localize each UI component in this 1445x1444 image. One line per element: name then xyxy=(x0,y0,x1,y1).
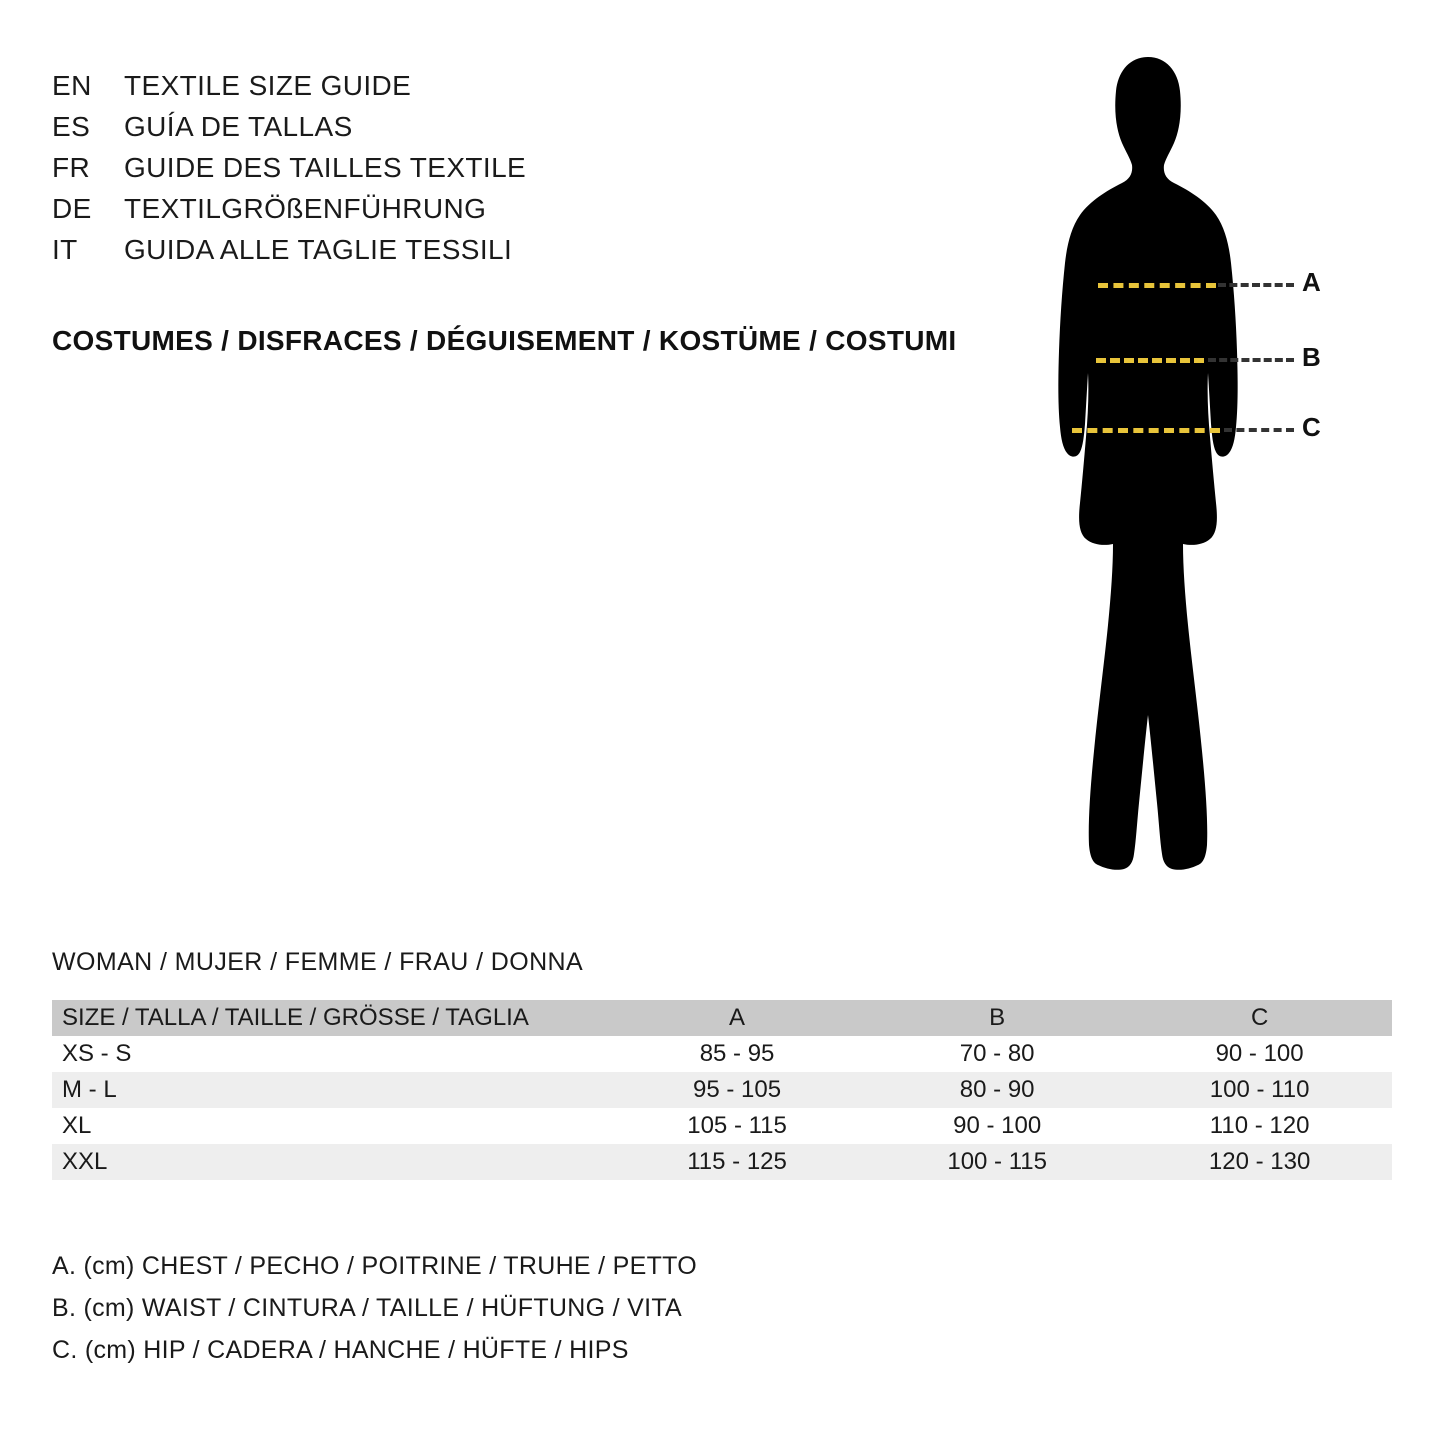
cell-size: XL xyxy=(62,1112,92,1139)
language-text: TEXTILGRÖßENFÜHRUNG xyxy=(124,193,487,224)
language-row-en xyxy=(52,70,1012,111)
language-text: GUIDA ALLE TAGLIE TESSILI xyxy=(124,234,513,265)
table-row xyxy=(52,1144,1392,1180)
table-header-a: A xyxy=(729,1004,746,1031)
legend-row-a: A. (cm) CHEST / PECHO / POITRINE / TRUHE / PETTO xyxy=(52,1252,698,1280)
language-text: GUIDE DES TAILLES TEXTILE xyxy=(124,152,527,183)
legend xyxy=(52,1245,1152,1371)
cell-a: 95 - 105 xyxy=(693,1076,782,1103)
cell-size: XXL xyxy=(62,1148,108,1175)
language-row-de xyxy=(52,193,1012,234)
cell-b: 70 - 80 xyxy=(959,1040,1035,1067)
table-header-row xyxy=(52,1000,1392,1036)
cell-c: 100 - 110 xyxy=(1209,1076,1310,1103)
measure-label-b: B xyxy=(1302,342,1321,372)
language-row-fr xyxy=(52,152,1012,193)
figure-area xyxy=(1000,55,1400,895)
cell-a: 115 - 125 xyxy=(687,1148,787,1175)
cell-c: 120 - 130 xyxy=(1208,1148,1311,1175)
cell-size: XS - S xyxy=(62,1040,132,1067)
table-row xyxy=(52,1072,1392,1108)
language-row-it xyxy=(52,234,1012,275)
measure-label-a: A xyxy=(1302,267,1321,297)
measure-label-c: C xyxy=(1302,412,1321,442)
language-code: ES xyxy=(52,111,91,142)
language-text: TEXTILE SIZE GUIDE xyxy=(124,70,412,101)
legend-row-c: C. (cm) HIP / CADERA / HANCHE / HÜFTE / HIPS xyxy=(52,1336,629,1364)
cell-b: 100 - 115 xyxy=(947,1148,1047,1175)
cell-b: 90 - 100 xyxy=(953,1112,1042,1139)
table-row xyxy=(52,1108,1392,1144)
legend-row-b: B. (cm) WAIST / CINTURA / TAILLE / HÜFTUNG / VITA xyxy=(52,1294,683,1322)
measure-lead-a xyxy=(1218,283,1294,287)
table-header-b: B xyxy=(989,1004,1006,1031)
measure-line-a xyxy=(1098,283,1216,288)
measure-line-c xyxy=(1072,428,1220,433)
language-code: DE xyxy=(52,193,92,224)
language-list xyxy=(52,70,1012,275)
table-title: WOMAN / MUJER / FEMME / FRAU / DONNA xyxy=(52,948,584,976)
cell-c: 110 - 120 xyxy=(1209,1112,1310,1139)
subtitle: COSTUMES / DISFRACES / DÉGUISEMENT / KOSTÜME / COSTUMI xyxy=(52,325,957,356)
cell-b: 80 - 90 xyxy=(959,1076,1035,1103)
cell-c: 90 - 100 xyxy=(1215,1040,1304,1067)
measure-lead-b xyxy=(1208,358,1294,362)
cell-a: 85 - 95 xyxy=(699,1040,775,1067)
table-header-size: SIZE / TALLA / TAILLE / GRÖSSE / TAGLIA xyxy=(62,1004,529,1031)
woman-silhouette-icon xyxy=(1020,55,1280,885)
measure-line-b xyxy=(1096,358,1204,363)
language-code: FR xyxy=(52,152,91,183)
size-table xyxy=(52,1000,1392,1180)
language-code: EN xyxy=(52,70,92,101)
language-row-es xyxy=(52,111,1012,152)
language-code: IT xyxy=(52,234,78,265)
cell-size: M - L xyxy=(62,1076,117,1103)
cell-a: 105 - 115 xyxy=(687,1112,787,1139)
table-header-c: C xyxy=(1250,1004,1269,1031)
measure-lead-c xyxy=(1224,428,1294,432)
table-row xyxy=(52,1036,1392,1072)
language-text: GUÍA DE TALLAS xyxy=(124,111,353,142)
